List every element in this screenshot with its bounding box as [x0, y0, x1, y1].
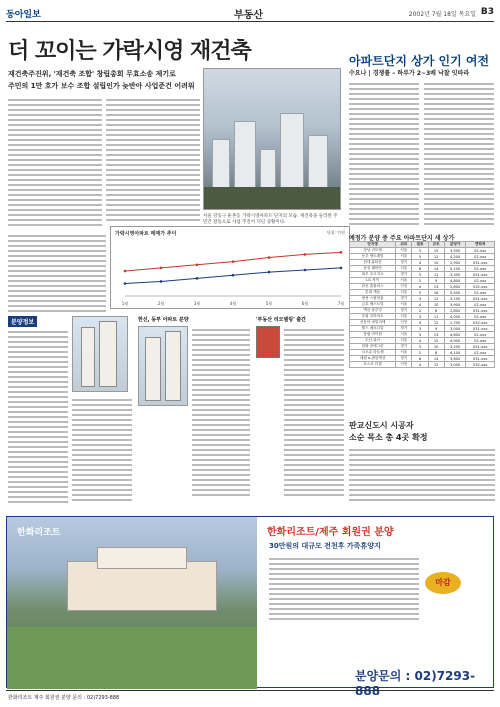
chart-tick-label: 6월 — [301, 301, 309, 306]
table-cell: 031-xxx — [466, 308, 495, 314]
page-header — [6, 4, 494, 22]
table-cell: 인천 — [396, 284, 412, 290]
table-cell: 5 — [412, 332, 428, 338]
chart-point — [160, 267, 163, 270]
table-cell: 3 — [412, 344, 428, 350]
table-cell: 서울 — [396, 254, 412, 260]
table-cell: 쌍용 스윗닷홈 — [350, 296, 396, 302]
table-cell: 02-xxx — [466, 248, 495, 254]
table-cell: 2,800 — [444, 308, 466, 314]
table-cell: 인천 — [396, 320, 412, 326]
table-cell: 02-xxx — [466, 338, 495, 344]
table-header-cell: 분양가 — [444, 242, 466, 248]
table-cell: 경기 — [396, 308, 412, 314]
table-cell: 경기 — [396, 344, 412, 350]
chart-tick-label: 1월 — [121, 301, 129, 306]
table-cell: 8 — [428, 308, 444, 314]
book-cover-image — [256, 326, 280, 358]
table-cell: 2,600 — [444, 284, 466, 290]
table-cell: 3,000 — [444, 326, 466, 332]
lower-col-4 — [284, 326, 344, 508]
table-cell: 3 — [412, 326, 428, 332]
table-cell: 4 — [412, 320, 428, 326]
ad-headline: 한화리조트/제주 회원권 분양 — [267, 527, 394, 538]
chart-title: 가락시영아파트 매매가 추이 — [115, 231, 177, 237]
table-header-cell: 점포 — [412, 242, 428, 248]
table-cell: 9 — [428, 278, 444, 284]
table-cell: 15 — [428, 338, 444, 344]
table-cell: 현대 홈타운 — [350, 260, 396, 266]
table-cell: 02-xxx — [466, 266, 495, 272]
lead-subheadline-2: 주민의 1만 호가 보수 조합 설립인가 늦반아 사업준건 어려워 — [8, 82, 195, 90]
table-cell: 두산 위브 — [350, 338, 396, 344]
issue-date: 2002년 7월 18일 목요일 — [408, 11, 476, 18]
chart-point — [340, 251, 343, 254]
table-cell: 롯데 캐슬 — [350, 290, 396, 296]
table-cell: 4,200 — [444, 254, 466, 260]
store-table — [349, 241, 495, 368]
section-box-1: 분양정보 — [8, 316, 37, 327]
chart-point — [268, 271, 271, 274]
table-cell: 5,100 — [444, 266, 466, 272]
lead-body-col-2 — [106, 96, 200, 224]
table-cell: 한신 휴플러스 — [350, 284, 396, 290]
table-cell: 02-xxx — [466, 290, 495, 296]
table-cell: 02-xxx — [466, 278, 495, 284]
table-cell: 경기 — [396, 260, 412, 266]
table-header-cell: 연락처 — [466, 242, 495, 248]
building-photo-1 — [72, 316, 128, 392]
table-cell: 6 — [412, 356, 428, 362]
table-cell: 4 — [412, 338, 428, 344]
resort-photo — [7, 517, 257, 689]
table-cell: 16 — [428, 290, 444, 296]
table-cell: 6 — [412, 266, 428, 272]
table-cell: 031-xxx — [466, 260, 495, 266]
table-cell: 경기 — [396, 356, 412, 362]
table-cell: 9 — [428, 326, 444, 332]
table-cell: 02-xxx — [466, 332, 495, 338]
table-cell: 12 — [428, 320, 444, 326]
ad-phone-number[interactable]: 분양문의 : 02)7293-888 — [355, 669, 476, 698]
table-cell: 서울 — [396, 350, 412, 356]
chart-point — [160, 280, 163, 283]
table-cell: 12 — [428, 296, 444, 302]
table-cell: 4 — [412, 362, 428, 368]
table-cell: 10 — [428, 302, 444, 308]
table-cell: 경기 — [396, 296, 412, 302]
table-cell: 15 — [428, 248, 444, 254]
table-cell: 경기 — [396, 272, 412, 278]
table-cell: 포스코 더샵 — [350, 362, 396, 368]
right-body-col-1 — [349, 80, 419, 228]
table-cell: 서울 — [396, 314, 412, 320]
table-cell: 032-xxx — [466, 320, 495, 326]
lower-col-1 — [8, 328, 68, 508]
table-row — [350, 362, 495, 368]
ad-tagline: 30만원의 대규모 전천후 가족휴양지 — [269, 542, 381, 550]
table-cell: 서울 — [396, 302, 412, 308]
table-cell: 031-xxx — [466, 326, 495, 332]
table-cell: 031-xxx — [466, 272, 495, 278]
section-title: 부동산 — [234, 10, 263, 21]
table-cell: 5 — [412, 254, 428, 260]
chart-point — [232, 274, 235, 277]
newspaper-name: 동아일보 — [6, 10, 41, 20]
section-box-4: 판교신도시 시공자 — [349, 421, 414, 430]
table-cell: 3 — [412, 314, 428, 320]
table-cell: 2,700 — [444, 320, 466, 326]
table-cell: 11 — [428, 314, 444, 320]
table-cell: 월드 메르디앙 — [350, 326, 396, 332]
table-cell: 서울 — [396, 248, 412, 254]
table-cell: 코오롱 하늘채 — [350, 350, 396, 356]
section-box-3: '부동산 리모델링' 출간 — [256, 317, 307, 323]
table-cell: 서울 — [396, 332, 412, 338]
table-cell: 14 — [428, 356, 444, 362]
apartment-photo — [203, 68, 341, 210]
table-cell: 8 — [428, 350, 444, 356]
section-box-2: 한신, 동부 아파트 분양 — [138, 317, 189, 323]
section-box-4-sub: 소순 목소 총 4곳 확정 — [349, 433, 428, 442]
table-cell: 02-xxx — [466, 314, 495, 320]
right-subheadline: 수요나 | 경쟁률 – 하루가 2~3배 낙찰 잇따라 — [349, 70, 470, 77]
table-cell: 032-xxx — [466, 284, 495, 290]
table-cell: LG 자이 — [350, 278, 396, 284]
chart-point — [124, 282, 127, 285]
chart-point — [196, 277, 199, 280]
chart-plot — [111, 238, 349, 308]
table-cell: 11 — [428, 272, 444, 278]
table-cell: 3 — [412, 272, 428, 278]
chart-point — [304, 253, 307, 256]
table-cell: 4 — [412, 260, 428, 266]
table-cell: 13 — [428, 284, 444, 290]
chart-point — [232, 260, 235, 263]
table-cell: 서울 — [396, 290, 412, 296]
table-cell: 031-xxx — [466, 296, 495, 302]
lead-headline: 더 꼬이는 가락시영 재건축 — [8, 39, 251, 64]
table-cell: 4,900 — [444, 338, 466, 344]
table-cell: 서울 — [396, 338, 412, 344]
lower-col-3 — [192, 326, 250, 508]
table-cell: 032-xxx — [466, 362, 495, 368]
chart-tick-label: 3월 — [193, 301, 201, 306]
table-cell: 3,000 — [444, 362, 466, 368]
table-cell: 031-xxx — [466, 344, 495, 350]
table-cell: 02-xxx — [466, 302, 495, 308]
footer-text: 한화리조트 제주 회원권 분양 문의 : 02)7293-888 — [8, 695, 120, 701]
lead-subheadline-1: 재건축주진위, '재건축 조합' 창립총회 무효소송 제기로 — [8, 70, 176, 78]
table-cell: 10 — [428, 260, 444, 266]
table-cell: 4 — [412, 284, 428, 290]
building-photo-2 — [138, 326, 188, 406]
lead-body-col-3 — [8, 232, 106, 312]
table-cell: 2 — [412, 308, 428, 314]
table-cell: 대림 e-편한세상 — [350, 356, 396, 362]
photo-caption: 서울 강동구 둔촌동 가락시영아파트 단지의 모습. 재건축을 둘러싼 주민간 갈등으로 사업 추진이 더딘 상황이다. — [203, 214, 338, 225]
table-cell: 3,200 — [444, 344, 466, 350]
table-cell: 강남 리모델 — [350, 248, 396, 254]
table-cell: 2,900 — [444, 260, 466, 266]
table-cell: 3,600 — [444, 356, 466, 362]
table-cell: 14 — [428, 266, 444, 272]
table-cell: 한화 꿈에그린 — [350, 344, 396, 350]
table-cell: 12 — [428, 362, 444, 368]
table-header-cell: 단지명 — [350, 242, 396, 248]
right-headline: 아파트단지 상가 인기 여전 — [349, 54, 490, 68]
table-cell: 3,300 — [444, 272, 466, 278]
table-cell: 5 — [412, 290, 428, 296]
lower-col-5 — [349, 446, 495, 508]
table-cell: 삼성 래미안 — [350, 266, 396, 272]
table-cell: 4,600 — [444, 332, 466, 338]
table-cell: 4,100 — [444, 350, 466, 356]
page-number: B3 — [480, 7, 494, 17]
table-cell: 12 — [428, 254, 444, 260]
table-cell: 13 — [428, 332, 444, 338]
closing-badge: 마감 — [425, 572, 461, 594]
chart-tick-label: 7월 — [337, 301, 345, 306]
table-cell: 벽산 블루밍 — [350, 308, 396, 314]
table-header-cell: 규모 — [428, 242, 444, 248]
table-cell: 3,100 — [444, 296, 466, 302]
table-cell: 서울 — [396, 266, 412, 272]
table-cell: 신동아 파밀리에 — [350, 320, 396, 326]
table-cell: 10 — [428, 344, 444, 350]
table-cell: 4,800 — [444, 278, 466, 284]
right-body-col-2 — [424, 80, 494, 228]
table-cell: 5,400 — [444, 290, 466, 296]
chart-tick-label: 4월 — [229, 301, 237, 306]
price-chart — [110, 226, 350, 309]
table-cell: 2 — [412, 350, 428, 356]
table-cell: 서울 — [396, 278, 412, 284]
table-cell: 3 — [412, 248, 428, 254]
chart-point — [268, 256, 271, 259]
table-cell: 경기 — [396, 326, 412, 332]
lower-col-2 — [72, 396, 132, 508]
table-cell: 02-xxx — [466, 350, 495, 356]
chart-point — [340, 267, 343, 270]
table-cell: 4 — [412, 302, 428, 308]
table-cell: 금호 베스트빌 — [350, 302, 396, 308]
table-cell: 3 — [412, 296, 428, 302]
lead-body-col-1 — [8, 96, 102, 228]
chart-point — [124, 270, 127, 273]
ad-body — [269, 555, 419, 645]
page-footer — [6, 690, 494, 704]
table-cell: 3,900 — [444, 302, 466, 308]
chart-point — [196, 264, 199, 267]
table-cell: 풍림 아이원 — [350, 332, 396, 338]
chart-point — [304, 269, 307, 272]
chart-tick-label: 5월 — [265, 301, 273, 306]
table-cell: 3,500 — [444, 248, 466, 254]
table-cell: 031-xxx — [466, 356, 495, 362]
table-cell: 동부 센트레빌 — [350, 254, 396, 260]
table-cell: 대우 푸르지오 — [350, 272, 396, 278]
table-cell: 02-xxx — [466, 254, 495, 260]
table-header-cell: 위치 — [396, 242, 412, 248]
resort-logo: 한화리조트 — [17, 528, 61, 538]
chart-unit: 단위: 만원 — [326, 230, 345, 235]
table-cell: 2 — [412, 278, 428, 284]
chart-tick-label: 2월 — [157, 301, 165, 306]
table-cell: 인천 — [396, 362, 412, 368]
table-cell: 우림 루미아트 — [350, 314, 396, 320]
table-title: 예정가 분양 중 주요 아파트단지 새 상가 — [349, 235, 455, 242]
table-cell: 4,000 — [444, 314, 466, 320]
